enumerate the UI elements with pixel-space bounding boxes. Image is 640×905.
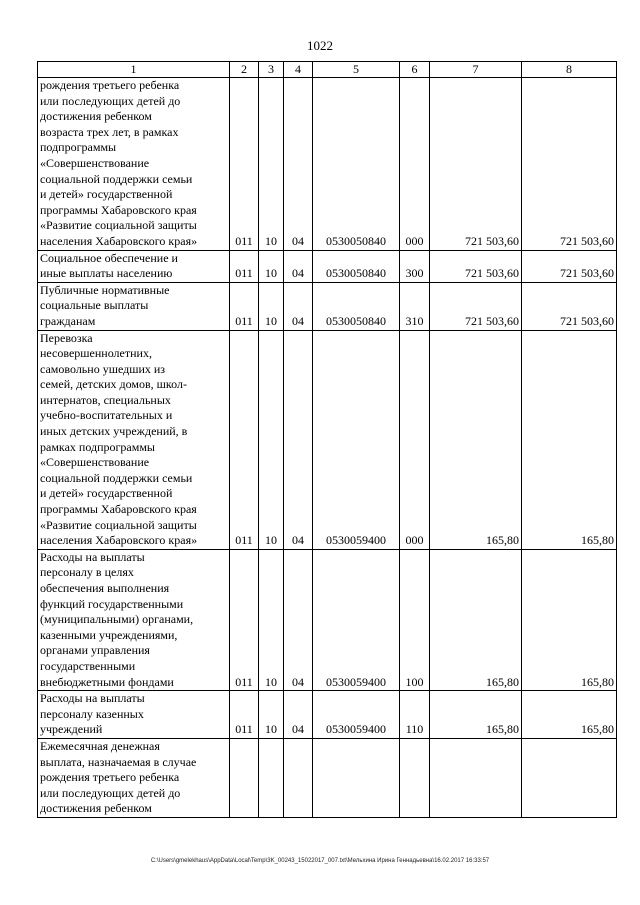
- description-line: достижения ребенком: [40, 801, 152, 816]
- description-line: рождения третьего ребенка: [40, 78, 180, 92]
- row-description: [38, 282, 230, 330]
- file-path-footer: C:\Users\gmelekhaus\AppData\Local\Temp\3K_00243_15022017_007.txt\Мельхина Ирина Геннадьевна\16.02.2017 16:33:57: [150, 858, 490, 864]
- code-target: 0530059400: [313, 549, 400, 690]
- code-section: 10: [259, 78, 284, 251]
- amount-approved: 721 503,60: [522, 78, 617, 251]
- description-line: обеспечения выполнения: [40, 581, 170, 595]
- header-cell: 4: [284, 62, 313, 78]
- amount-approved: 165,80: [522, 549, 617, 690]
- description-line: подпрограммы: [40, 140, 117, 155]
- description-line: казенными учреждениями,: [40, 627, 178, 642]
- code-admin: 011: [230, 691, 259, 739]
- code-admin: 011: [230, 330, 259, 549]
- description-line: и детей» государственной: [40, 486, 173, 501]
- amount-plan: [430, 738, 522, 817]
- description-line: несовершеннолетних,: [40, 346, 152, 361]
- description-line: «Совершенствование: [40, 155, 150, 170]
- code-subsection: 04: [284, 549, 313, 690]
- description-line: персоналу казенных: [40, 706, 144, 721]
- description-line: и детей» государственной: [40, 187, 173, 202]
- code-target: 0530050840: [313, 282, 400, 330]
- description-line: (муниципальными) органами,: [40, 612, 194, 627]
- description-line: выплата, назначаемая в случае: [40, 754, 197, 769]
- code-section: 10: [259, 691, 284, 739]
- table-row: [38, 691, 617, 739]
- description-line: «Совершенствование: [40, 455, 150, 470]
- code-admin: [230, 738, 259, 817]
- row-description: [38, 738, 230, 817]
- description-line: населения Хабаровского края»: [40, 533, 198, 548]
- table-row: [38, 282, 617, 330]
- code-subsection: 04: [284, 330, 313, 549]
- code-expense-type: [400, 738, 430, 817]
- row-description: [38, 250, 230, 282]
- description-line: учреждений: [40, 722, 103, 737]
- header-cell: 6: [400, 62, 430, 78]
- table-header-row: [38, 62, 617, 78]
- code-target: 0530050840: [313, 250, 400, 282]
- code-target: 0530059400: [313, 691, 400, 739]
- description-line: социальной поддержки семьи: [40, 171, 193, 186]
- row-description: [38, 330, 230, 549]
- description-line: Перевозка: [40, 330, 93, 345]
- code-admin: 011: [230, 549, 259, 690]
- amount-approved: 721 503,60: [522, 282, 617, 330]
- code-section: 10: [259, 250, 284, 282]
- code-expense-type: 100: [400, 549, 430, 690]
- header-cell: 3: [259, 62, 284, 78]
- description-line: программы Хабаровского края: [40, 202, 197, 217]
- amount-plan: 165,80: [430, 691, 522, 739]
- description-line: Расходы на выплаты: [40, 549, 145, 564]
- code-subsection: 04: [284, 282, 313, 330]
- description-line: внебюджетными фондами: [40, 674, 174, 689]
- description-line: органами управления: [40, 643, 150, 658]
- header-cell: 1: [38, 62, 230, 78]
- table-row: [38, 78, 617, 251]
- page-number: 1022: [307, 38, 333, 53]
- table-row: [38, 250, 617, 282]
- description-line: иные выплаты населению: [40, 266, 173, 281]
- header-cell: 5: [313, 62, 400, 78]
- code-admin: 011: [230, 282, 259, 330]
- code-expense-type: 110: [400, 691, 430, 739]
- amount-approved: 721 503,60: [522, 250, 617, 282]
- table-body: [38, 78, 617, 818]
- amount-plan: 721 503,60: [430, 78, 522, 251]
- description-line: иных детских учреждений, в: [40, 424, 188, 439]
- description-line: Публичные нормативные: [40, 282, 170, 297]
- amount-plan: 165,80: [430, 549, 522, 690]
- description-line: социальной поддержки семьи: [40, 470, 193, 485]
- code-subsection: 04: [284, 691, 313, 739]
- description-line: рождения третьего ребенка: [40, 770, 180, 785]
- amount-plan: 721 503,60: [430, 250, 522, 282]
- code-admin: 011: [230, 250, 259, 282]
- header-cell: 8: [522, 62, 617, 78]
- amount-approved: 165,80: [522, 691, 617, 739]
- header-cell: 2: [230, 62, 259, 78]
- budget-table: [37, 61, 617, 818]
- row-description: [38, 691, 230, 739]
- description-line: населения Хабаровского края»: [40, 233, 198, 248]
- description-line: «Развитие социальной защиты: [40, 517, 197, 532]
- description-line: социальные выплаты: [40, 298, 149, 313]
- code-section: [259, 738, 284, 817]
- table-row: [38, 549, 617, 690]
- code-section: 10: [259, 282, 284, 330]
- description-line: интернатов, специальных: [40, 392, 171, 407]
- code-admin: 011: [230, 78, 259, 251]
- code-section: 10: [259, 330, 284, 549]
- header-cell: 7: [430, 62, 522, 78]
- description-line: рамках подпрограммы: [40, 439, 155, 454]
- code-subsection: 04: [284, 250, 313, 282]
- amount-approved: [522, 738, 617, 817]
- description-line: персоналу в целях: [40, 565, 134, 580]
- code-subsection: 04: [284, 78, 313, 251]
- code-target: [313, 738, 400, 817]
- table-row: [38, 330, 617, 549]
- code-section: 10: [259, 549, 284, 690]
- description-line: функций государственными: [40, 596, 184, 611]
- description-line: достижения ребенком: [40, 109, 152, 124]
- description-line: самовольно ушедших из: [40, 361, 166, 376]
- code-target: 0530050840: [313, 78, 400, 251]
- description-line: учебно-воспитательных и: [40, 408, 173, 423]
- description-line: или последующих детей до: [40, 93, 181, 108]
- code-expense-type: 000: [400, 78, 430, 251]
- code-expense-type: 300: [400, 250, 430, 282]
- description-line: программы Хабаровского края: [40, 502, 197, 517]
- code-expense-type: 000: [400, 330, 430, 549]
- row-description: [38, 549, 230, 690]
- description-line: государственными: [40, 658, 136, 673]
- description-line: «Развитие социальной защиты: [40, 218, 197, 233]
- code-expense-type: 310: [400, 282, 430, 330]
- description-line: возраста трех лет, в рамках: [40, 124, 179, 139]
- table-row: [38, 738, 617, 817]
- description-line: или последующих детей до: [40, 785, 181, 800]
- description-line: Ежемесячная денежная: [40, 738, 160, 753]
- amount-plan: 721 503,60: [430, 282, 522, 330]
- code-target: 0530059400: [313, 330, 400, 549]
- amount-approved: 165,80: [522, 330, 617, 549]
- code-subsection: [284, 738, 313, 817]
- description-line: Социальное обеспечение и: [40, 250, 178, 265]
- row-description: [38, 78, 230, 251]
- description-line: семей, детских домов, школ-: [40, 377, 187, 392]
- description-line: Расходы на выплаты: [40, 691, 145, 706]
- description-line: гражданам: [40, 313, 96, 328]
- amount-plan: 165,80: [430, 330, 522, 549]
